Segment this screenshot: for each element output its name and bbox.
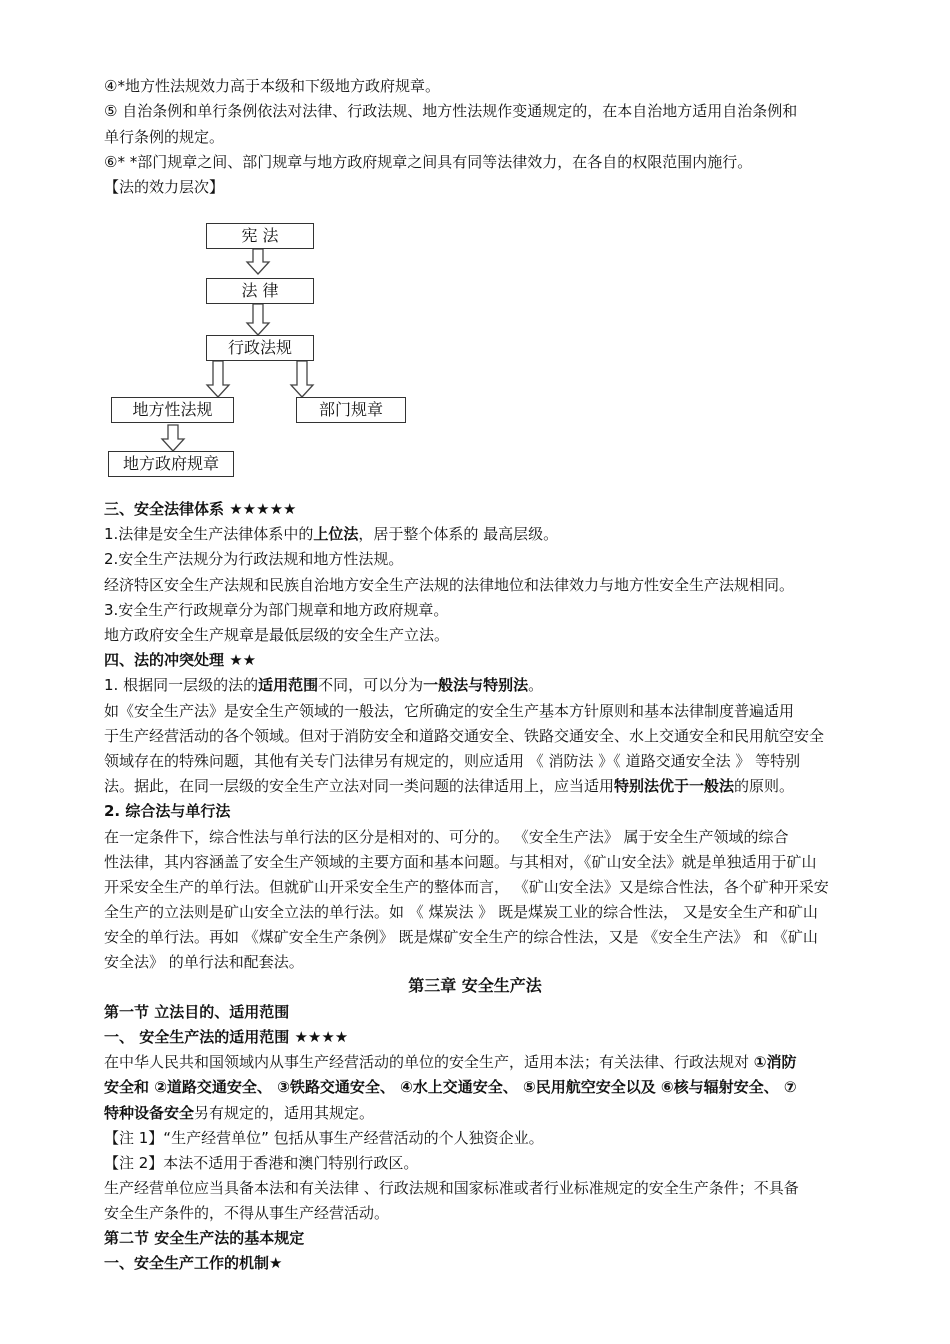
text-line: ⑤ 自治条例和单行条例依法对法律、行政法规、地方性法规作变通规定的，在本自治地方适用自治条例和 bbox=[104, 102, 798, 120]
admin-regulation-box: 行政法规 bbox=[206, 335, 314, 361]
text-line: ⑥* *部门规章之间、部门规章与地方政府规章之间具有同等法律效力，在各自的权限范围内施行。 bbox=[104, 153, 753, 171]
paragraph-line: 安全生产条件的，不得从事生产经营活动。 bbox=[104, 1204, 390, 1222]
paragraph-line: 经济特区安全生产法规和民族自治地方安全生产法规的法律地位和法律效力与地方性安全生产法规相同。 bbox=[104, 576, 795, 594]
paragraph-line: 安全的单行法。再如 《煤矿安全生产条例》 既是煤矿安全生产的综合性法，又是 《安全生产法》 和 《矿山 bbox=[104, 928, 818, 946]
down-arrow-icon bbox=[291, 361, 313, 397]
local-regulation-box: 地方性法规 bbox=[111, 397, 234, 423]
paragraph-line: 生产经营单位应当具备本法和有关法律 、行政法规和国家标准或者行业标准规定的安全生产条件；不具备 bbox=[104, 1179, 799, 1197]
note-line: 【注 2】本法不适用于香港和澳门特别行政区。 bbox=[104, 1154, 419, 1172]
paragraph-line: 领域存在的特殊问题，其他有关专门法律另有规定的，则应适用 《 消防法 》《 道路交通安全法 》 等特别 bbox=[104, 752, 801, 770]
diagram-caption: 【法的效力层次】 bbox=[104, 178, 225, 196]
down-arrow-icon bbox=[247, 304, 269, 335]
paragraph-line: 性法律，其内容涵盖了安全生产领域的主要方面和基本问题。与其相对，《矿山安全法》就是单独适用于矿山 bbox=[104, 853, 817, 871]
section-heading: 第二节 安全生产法的基本规定 bbox=[104, 1229, 305, 1247]
emphasis-text: 特种设备安全 bbox=[104, 1104, 195, 1122]
emphasis-text: 适用范围 bbox=[258, 676, 319, 694]
paragraph-line bbox=[104, 773, 950, 799]
paragraph-line bbox=[104, 1049, 950, 1075]
paragraph-line: 于生产经营活动的各个领域。但对于消防安全和道路交通安全、铁路交通安全、水上交通安全和民用航空安全 bbox=[104, 727, 825, 745]
paragraph-line bbox=[104, 521, 950, 547]
text-span: 不同，可以分为 bbox=[318, 676, 424, 694]
down-arrow-icon bbox=[247, 249, 269, 274]
paragraph-line: 开采安全生产的单行法。但就矿山开采安全生产的整体而言， 《矿山安全法》又是综合性法，各个矿种开采安 bbox=[104, 878, 829, 896]
text-span: 。 bbox=[528, 676, 544, 694]
section-heading: 三、安全法律体系 ★★★★★ bbox=[104, 500, 297, 518]
text-span: ，居于整个体系的 最高层级。 bbox=[358, 525, 559, 543]
paragraph-line: 安全法》 的单行法和配套法。 bbox=[104, 953, 304, 971]
paragraph-line: 全生产的立法则是矿山安全立法的单行法。如 《 煤炭法 》 既是煤炭工业的综合性法， 又是安全生产和矿山 bbox=[104, 903, 818, 921]
text-span: 1. 根据同一层级的法的 bbox=[104, 676, 259, 694]
text-line: 单行条例的规定。 bbox=[104, 128, 225, 146]
paragraph-line: 安全和 ②道路交通安全、 ③铁路交通安全、 ④水上交通安全、 ⑤民用航空安全以及 ⑥核与辐射安全、 ⑦ bbox=[104, 1078, 797, 1096]
text-span: 的原则。 bbox=[734, 777, 795, 795]
section-heading: 第一节 立法目的、适用范围 bbox=[104, 1003, 290, 1021]
section-heading: 四、法的冲突处理 ★★ bbox=[104, 651, 257, 669]
law-box: 法 律 bbox=[206, 278, 314, 304]
text-span: 在中华人民共和国领域内从事生产经营活动的单位的安全生产，适用本法；有关法律、行政法规对 bbox=[104, 1053, 754, 1071]
paragraph-line: 地方政府安全生产规章是最低层级的安全生产立法。 bbox=[104, 626, 450, 644]
emphasis-text: ①消防 bbox=[753, 1053, 797, 1071]
text-line: ④*地方性法规效力高于本级和下级地方政府规章。 bbox=[104, 77, 440, 95]
note-line: 【注 1】“生产经营单位” 包括从事生产经营活动的个人独资企业。 bbox=[104, 1129, 544, 1147]
paragraph-line: 2.安全生产法规分为行政法规和地方性法规。 bbox=[104, 550, 404, 568]
text-span: 另有规定的，适用其规定。 bbox=[194, 1104, 375, 1122]
constitution-box: 宪 法 bbox=[206, 223, 314, 249]
paragraph-line: 3.安全生产行政规章分为部门规章和地方政府规章。 bbox=[104, 601, 449, 619]
emphasis-text: 特别法优于一般法 bbox=[614, 777, 735, 795]
paragraph-line bbox=[104, 672, 950, 698]
text-span: 1.法律是安全生产法律体系中的 bbox=[104, 525, 314, 543]
down-arrow-icon bbox=[162, 425, 184, 451]
text-span: 法。据此，在同一层级的安全生产立法对同一类问题的法律适用上，应当适用 bbox=[104, 777, 615, 795]
chapter-title: 第三章 安全生产法 bbox=[408, 976, 542, 995]
local-government-rule-box: 地方政府规章 bbox=[108, 451, 234, 477]
emphasis-text: 一般法与特别法 bbox=[423, 676, 529, 694]
department-rule-box: 部门规章 bbox=[296, 397, 406, 423]
section-heading: 一、 安全生产法的适用范围 ★★★★ bbox=[104, 1028, 349, 1046]
paragraph-line: 在一定条件下，综合性法与单行法的区分是相对的、可分的。 《安全生产法》 属于安全生产领域的综合 bbox=[104, 828, 789, 846]
paragraph-line bbox=[104, 1100, 950, 1126]
down-arrow-icon bbox=[207, 361, 229, 397]
paragraph-line: 如《安全生产法》是安全生产领域的一般法，它所确定的安全生产基本方针原则和基本法律制度普遍适用 bbox=[104, 702, 795, 720]
subsection-heading: 2. 综合法与单行法 bbox=[104, 802, 231, 820]
section-heading: 一、安全生产工作的机制★ bbox=[104, 1254, 283, 1272]
emphasis-text: 上位法 bbox=[313, 525, 359, 543]
